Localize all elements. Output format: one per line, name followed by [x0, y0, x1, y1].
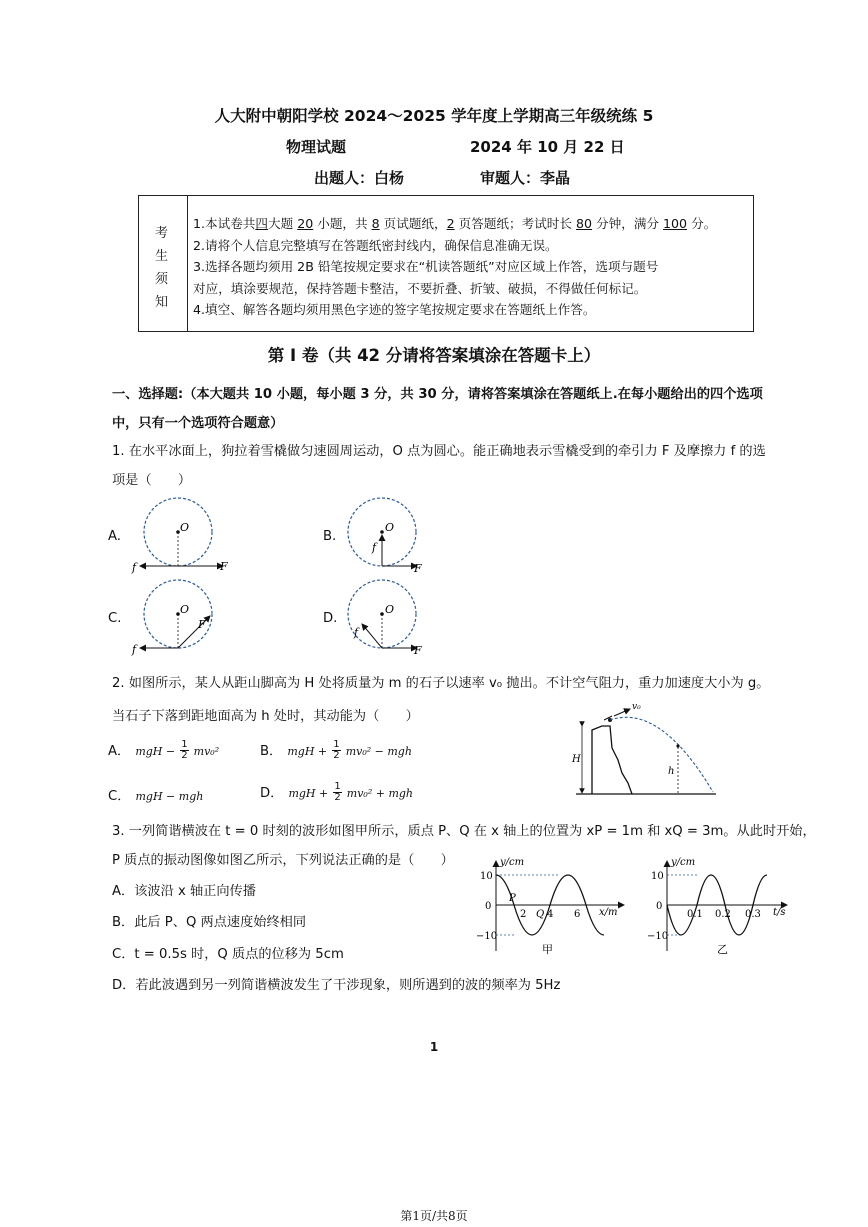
fig1-label-P: P — [509, 893, 516, 904]
notice-side-char: 须 — [155, 272, 169, 287]
fig1-xlabel: x/m — [599, 907, 618, 918]
label-f: f — [354, 626, 359, 639]
fig1-label-Q: Q — [536, 909, 545, 920]
notice-side — [139, 196, 188, 331]
q2-option-b: B． mgH + $\frac{1}{2}$ mv₀² − mgh — [260, 739, 412, 761]
label-o: O — [180, 603, 190, 616]
q1-stem-line-1: 1. 在水平冰面上，狗拉着雪橇做匀速圆周运动，O 点为圆心。能正确地表示雪橇受到的牵引力 F 及摩擦力 f 的选 — [112, 444, 766, 459]
q2-stem-line-2: 当石子下落到距地面高为 h 处时，其动能为（ ） — [112, 709, 419, 724]
q3-wave-figure — [474, 855, 634, 957]
fig1-tick-x: 4 — [547, 909, 554, 920]
q3-vibration-figure — [645, 855, 795, 957]
fig1-tick-y: 0 — [485, 901, 492, 912]
exam-date: 2024 年 10 月 22 日 — [470, 138, 625, 156]
q3-option-d: D．若此波遇到另一列简谐横波发生了干涉现象，则所遇到的波的频率为 5Hz — [112, 978, 561, 993]
exam-title: 人大附中朝阳学校 2024～2025 学年度上学期高三年级统练 5 — [214, 107, 654, 125]
fig1-tick-x: 6 — [574, 909, 581, 920]
section-heading — [112, 380, 792, 438]
label-v0: v₀ — [632, 702, 641, 712]
fig1-tick-y: −10 — [476, 931, 498, 942]
fig2-tick-y: 10 — [651, 871, 664, 882]
q2-option-c: C． mgH − mgh — [108, 789, 204, 804]
q2-option-c-label: C． — [108, 789, 131, 804]
label-H: H — [572, 754, 581, 765]
q3-option-c: C．t = 0.5s 时，Q 质点的位移为 5cm — [112, 947, 344, 962]
section-heading-line-1: 一、选择题:（本大题共 10 小题，每小题 3 分，共 30 分，请将答案填涂在答题纸上.在每小题给出的四个选项 — [112, 387, 763, 402]
label-f: f — [372, 541, 377, 554]
label-o: O — [385, 521, 395, 534]
page-footer: 第1页/共8页 — [400, 1209, 468, 1223]
label-F: F — [220, 560, 228, 573]
q2-option-a: A． mgH − $\frac{1}{2}$ mv₀² — [108, 739, 220, 761]
q3-option-b: B．此后 P、Q 两点速度始终相同 — [112, 915, 307, 930]
section-heading-line-2: 中，只有一个选项符合题意） — [112, 416, 284, 431]
q1-diagram-b — [348, 498, 422, 575]
notice-side-char: 考 — [155, 226, 169, 241]
fig2-tick-x: 0.2 — [715, 909, 731, 920]
q1-diagrams — [120, 490, 450, 665]
fig1-ylabel: y/cm — [500, 857, 525, 868]
q1-option-b-label: B. — [323, 529, 337, 544]
page-number: 1 — [429, 1040, 439, 1054]
label-f: f — [132, 561, 137, 574]
fig2-tick-x: 0.3 — [745, 909, 761, 920]
q1-option-c-label: C. — [108, 611, 122, 626]
fig1-tick-y: 10 — [480, 871, 493, 882]
fig2-tick-y: 0 — [656, 901, 663, 912]
label-h: h — [668, 766, 675, 777]
subject-label: 物理试题 — [286, 138, 347, 156]
fig2-ylabel: y/cm — [671, 857, 696, 868]
q1-stem-line-2: 项是（ ） — [112, 473, 192, 488]
q3-stem-line-2: P 质点的振动图像如图乙所示，下列说法正确的是（ ） — [112, 853, 454, 868]
volume-title: 第 I 卷（共 42 分请将答案填涂在答题卡上） — [267, 346, 601, 365]
q1-option-a-label: A. — [108, 529, 121, 544]
notice-side-char: 生 — [155, 249, 169, 264]
q2-option-a-label: A． — [108, 744, 131, 759]
q1-diagram-a — [131, 498, 228, 574]
q1-diagram-d — [348, 580, 422, 657]
q2-option-b-label: B． — [260, 744, 283, 759]
notice-line-4: 对应，填涂要规范，保持答题卡整洁，不要折叠、折皱、破损，不得做任何标记。 — [193, 280, 647, 296]
notice-line-5: 4.填空、解答各题均须用黑色字迹的签字笔按规定要求在答题纸上作答。 — [193, 302, 596, 317]
q1-diagram-c — [131, 580, 212, 656]
q2-option-d: D． mgH + $\frac{1}{2}$ mv₀² + mgh — [260, 781, 414, 803]
notice-line-2: 2.请将个人信息完整填写在答题纸密封线内，确保信息准确无误。 — [193, 237, 558, 253]
label-f: f — [132, 643, 137, 656]
fig2-tick-x: 0.1 — [687, 909, 703, 920]
label-o: O — [385, 603, 395, 616]
notice-line-1: 1.本试卷共四大题 20 小题，共 8 页试题纸，2 页答题纸；考试时长 80 分钟，满分 100 分。 — [193, 216, 717, 231]
q2-option-d-label: D． — [260, 786, 284, 801]
q1-option-d-label: D. — [323, 611, 338, 626]
notice-line-3: 3.选择各题均须用 2B 铅笔按规定要求在“机读答题纸”对应区域上作答，选项与题号 — [193, 259, 659, 274]
q2-cliff-figure — [570, 698, 720, 798]
fig2-xlabel: t/s — [773, 907, 786, 918]
label-F: F — [414, 644, 422, 657]
label-o: O — [180, 521, 190, 534]
q3-stem-line-1: 3. 一列简谐横波在 t = 0 时刻的波形如图甲所示，质点 P、Q 在 x 轴上的位置为 xP = 1m 和 xQ = 3m。从此时开始， — [112, 824, 816, 839]
fig1-caption: 甲 — [542, 943, 553, 956]
q2-stem-line-1: 2. 如图所示，某人从距山脚高为 H 处将质量为 m 的石子以速率 v₀ 抛出。不计空气阻力，重力加速度大小为 g。 — [112, 676, 770, 691]
notice-side-char: 知 — [155, 295, 169, 310]
q3-option-a: A．该波沿 x 轴正向传播 — [112, 884, 256, 899]
fig2-caption: 乙 — [717, 943, 728, 956]
fig2-tick-y: −10 — [647, 931, 669, 942]
setter-label: 出题人：白杨 — [314, 169, 405, 187]
fig1-tick-x: 2 — [520, 909, 527, 920]
label-F: F — [414, 562, 422, 575]
reviewer-label: 审题人：李晶 — [480, 169, 571, 187]
notice-text — [193, 213, 716, 321]
label-F: F — [198, 618, 206, 631]
